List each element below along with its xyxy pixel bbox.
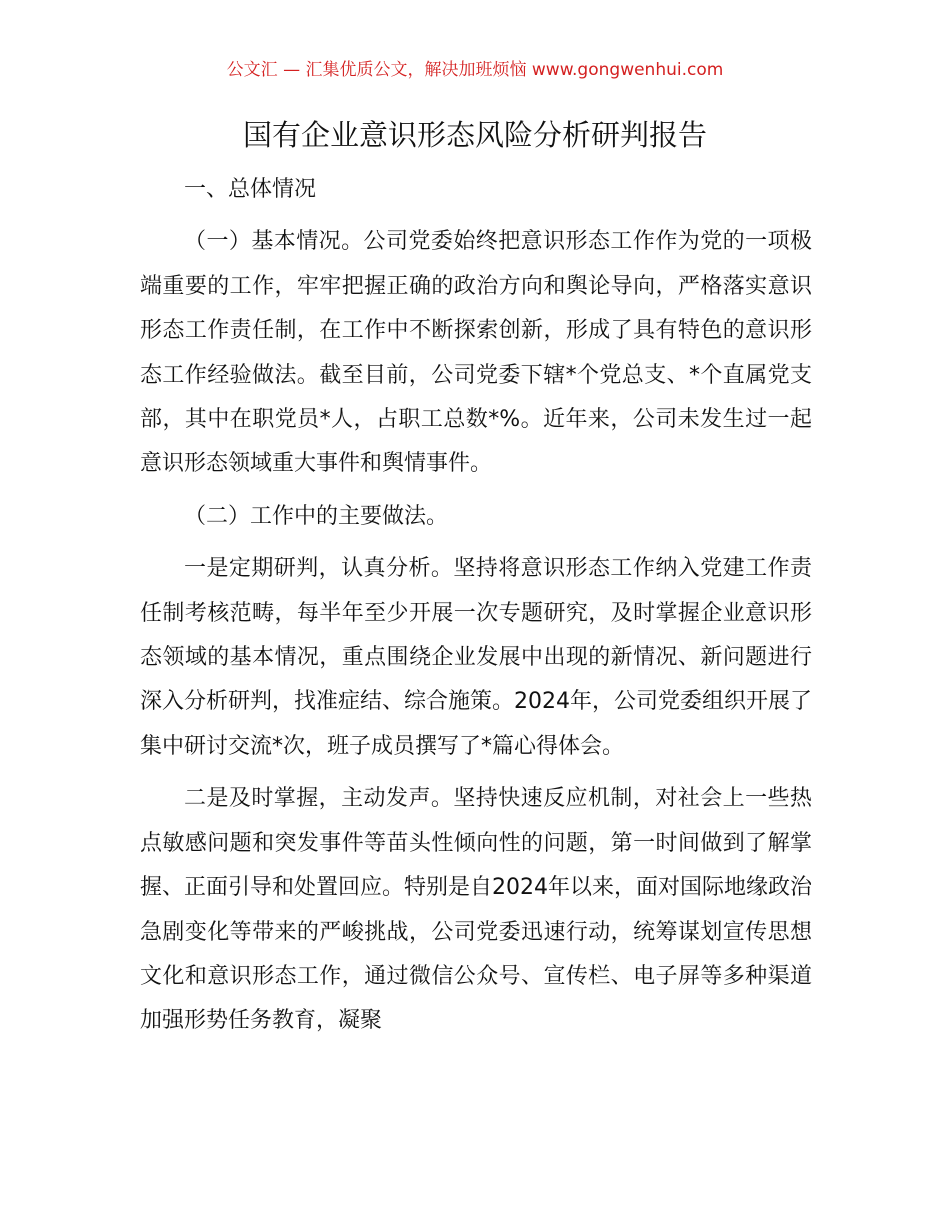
subheading-main-practices: （二）工作中的主要做法。 (184, 503, 449, 529)
section-heading: 一、总体情况 (184, 177, 317, 202)
site-banner: 公文汇 — 汇集优质公文，解决加班烦恼 www.gongwenhui.com (226, 60, 724, 80)
document-title: 国有企业意识形态风险分析研判报告 (242, 118, 707, 152)
paragraph-regular-analysis: 一是定期研判，认真分析。坚持将意识形态工作纳入党建工作责任制考核范畴，每半年至少开展一次专题研究，及时掌握企业意识形态领域的基本情况，重点围绕企业发展中出现的新情况、新问题进行深入分析研判，找准症结、综合施策。2024年，公司党委组织开展了集中研讨交流*次，班子成员撰写了*篇心得体会。 (140, 556, 812, 759)
document-body (140, 168, 812, 1044)
paragraph-timely-response: 二是及时掌握，主动发声。坚持快速反应机制，对社会上一些热点敏感问题和突发事件等苗头性倾向性的问题，第一时间做到了解掌握、正面引导和处置回应。特别是自2024年以来，面对国际地缘政治急剧变化等带来的严峻挑战，公司党委迅速行动，统筹谋划宣传思想文化和意识形态工作，通过微信公众号、宣传栏、电子屏等多种渠道加强形势任务教育，凝聚 (140, 786, 812, 1034)
paragraph-basic-situation: （一）基本情况。公司党委始终把意识形态工作作为党的一项极端重要的工作，牢牢把握正确的政治方向和舆论导向，严格落实意识形态工作责任制，在工作中不断探索创新，形成了具有特色的意识形态工作经验做法。截至目前，公司党委下辖*个党总支、*个直属党支部，其中在职党员*人，占职工总数*%。近年来，公司未发生过一起意识形态领域重大事件和舆情事件。 (140, 229, 812, 477)
